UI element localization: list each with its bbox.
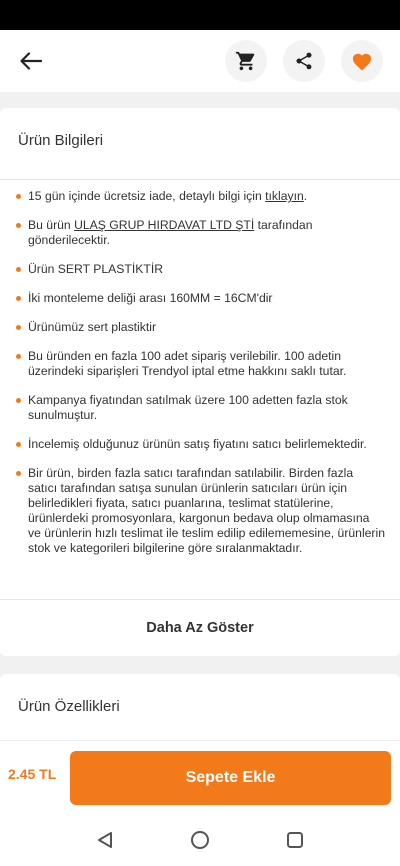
info-item: [15, 189, 385, 204]
system-nav-bar: [0, 812, 400, 866]
purchase-bar: [0, 740, 400, 812]
info-text: Bu ürün: [28, 218, 75, 232]
info-item: [15, 393, 385, 423]
top-bar: [0, 30, 400, 92]
bullet-dot: [16, 194, 21, 199]
info-text: İki monteleme deliği arası 160MM = 16CM'dir: [28, 291, 273, 305]
info-text: 15 gün içinde ücretsiz iade, detaylı bilgi için: [28, 189, 266, 203]
info-item: [15, 437, 385, 452]
nav-recents-button[interactable]: [283, 828, 307, 852]
info-item: [15, 262, 385, 277]
info-text: Ürün SERT PLASTİKTİR: [28, 262, 164, 276]
info-item: [15, 218, 385, 248]
nav-back-button[interactable]: [93, 828, 117, 852]
bullet-dot: [16, 223, 21, 228]
info-suffix: tarafından gönderilecektir.: [28, 218, 313, 247]
info-text: Kampanya fiyatından satılmak üzere 100 adetten fazla stok sunulmuştur.: [28, 393, 348, 422]
product-info-card: [0, 108, 400, 656]
info-text: Bu üründen en fazla 100 adet sipariş verilebilir. 100 adetin üzerindeki siparişleri Trendyol iptal etme hakkını saklı tutar.: [28, 349, 347, 378]
bullet-dot: [16, 296, 21, 301]
return-info-link[interactable]: tıklayın: [265, 189, 304, 203]
info-text: İncelemiş olduğunuz ürünün satış fiyatını satıcı belirlemektedir.: [28, 437, 367, 451]
seller-link[interactable]: ULAŞ GRUP HIRDAVAT LTD ŞTİ: [74, 218, 255, 232]
status-bar: [0, 0, 400, 30]
share-button[interactable]: [283, 40, 325, 82]
heart-icon: [351, 51, 373, 71]
arrow-left-icon: [20, 52, 42, 70]
back-button[interactable]: [14, 45, 48, 77]
price: 2.45 TL: [8, 766, 57, 782]
triangle-back-icon: [96, 831, 114, 849]
add-to-cart-button[interactable]: Sepete Ekle: [70, 751, 391, 805]
info-suffix: .: [303, 189, 308, 203]
circle-home-icon: [190, 830, 210, 850]
cart-icon: [235, 50, 257, 72]
cart-button[interactable]: [225, 40, 267, 82]
product-info-title: Ürün Bilgileri: [18, 132, 104, 149]
square-recents-icon: [286, 831, 304, 849]
nav-home-button[interactable]: [188, 828, 212, 852]
info-item: [15, 320, 385, 335]
product-properties-title: Ürün Özellikleri: [18, 698, 120, 715]
bullet-dot: [16, 398, 21, 403]
bullet-dot: [16, 442, 21, 447]
info-item: [15, 349, 385, 379]
bullet-dot: [16, 267, 21, 272]
info-item: [15, 291, 385, 306]
info-text: Bir ürün, birden fazla satıcı tarafından satılabilir. Birden fazla satıcı tarafından satışa sunulan ürünlerin satıcıları ürün için belirledikleri fiyata, satıcı puanlarına, teslimat statülerine, ürünlerdeki promosyonlara, kargonun bedava olup olmamasına ve ürünlerin hızlı teslimat ile teslim edilip edilememesine, ürünlerin stok ve kategorileri bilgilerine göre sıralanmaktadır.: [28, 466, 385, 555]
bullet-dot: [16, 354, 21, 359]
bullet-dot: [16, 471, 21, 476]
info-item: [15, 466, 385, 556]
favorite-button[interactable]: [341, 40, 383, 82]
bullet-dot: [16, 325, 21, 330]
divider: [0, 179, 400, 180]
info-text: Ürünümüz sert plastiktir: [28, 320, 157, 334]
product-info-list: [15, 189, 385, 570]
share-icon: [294, 51, 314, 71]
show-less-button[interactable]: Daha Az Göster: [146, 619, 254, 636]
